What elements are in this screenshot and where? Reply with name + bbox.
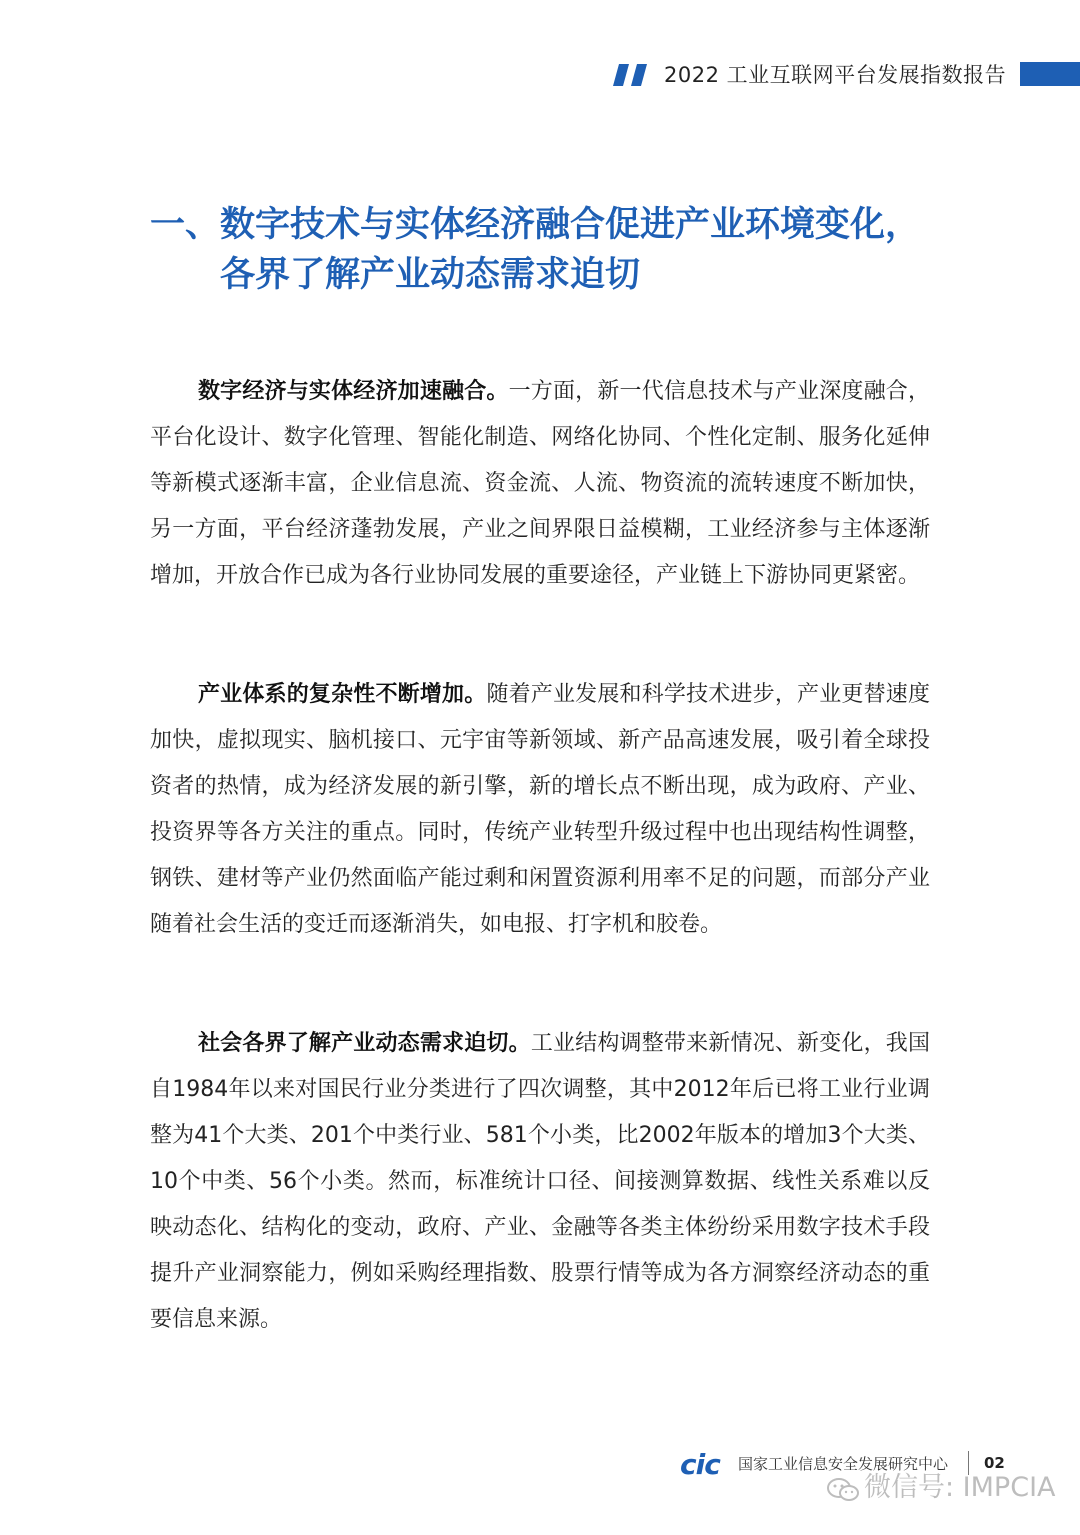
paragraph-body: 一方面，新一代信息技术与产业深度融合，平台化设计、数字化管理、智能化制造、网络化协同、个性化定制、服务化延伸等新模式逐渐丰富，企业信息流、资金流、人流、物资流的流转速度不断加快，另一方面，平台经济蓬勃发展，产业之间界限日益模糊，工业经济参与主体逐渐增加，开放合作已成为各行业协同发展的重要途径，产业链上下游协同更紧密。 xyxy=(150,379,930,588)
paragraph xyxy=(150,1021,930,1343)
page-header xyxy=(0,58,1080,92)
paragraph xyxy=(150,672,930,948)
paragraph-lead: 数字经济与实体经济加速融合。 xyxy=(198,379,509,404)
paragraph-lead: 产业体系的复杂性不断增加。 xyxy=(198,682,487,707)
wechat-icon xyxy=(826,1477,860,1503)
paragraph-body: 工业结构调整带来新情况、新变化，我国自1984年以来对国民行业分类进行了四次调整，其中2012年后已将工业行业调整为41个大类、201个中类行业、581个小类，比2002年版本的增加3个大类、10个中类、56个小类。然而，标准统计口径、间接测算数据、线性关系难以反映动态化、结构化的变动，政府、产业、金融等各类主体纷纷采用数字技术手段提升产业洞察能力，例如采购经理指数、股票行情等成为各方洞察经济动态的重要信息来源。 xyxy=(150,1031,930,1332)
slash-mark-icon xyxy=(613,64,649,86)
header-accent-block xyxy=(1020,62,1080,86)
section-title: 数字技术与实体经济融合促进产业环境变化，各界了解产业动态需求迫切 xyxy=(220,205,921,295)
paragraph-body: 随着产业发展和科学技术进步，产业更替速度加快，虚拟现实、脑机接口、元宇宙等新领域、新产品高速发展，吸引着全球投资者的热情，成为经济发展的新引擎，新的增长点不断出现，成为政府、产业、投资界等各方关注的重点。同时，传统产业转型升级过程中也出现结构性调整，钢铁、建材等产业仍然面临产能过剩和闲置资源利用率不足的问题，而部分产业随着社会生活的变迁而逐渐消失，如电报、打字机和胶卷。 xyxy=(150,682,930,937)
paragraph xyxy=(150,369,930,599)
page-footer xyxy=(0,1445,1080,1535)
paragraph-lead: 社会各界了解产业动态需求迫切。 xyxy=(198,1031,531,1056)
organization-name: 国家工业信息安全发展研究中心 xyxy=(738,1455,949,1473)
section-heading xyxy=(150,200,950,300)
page-number: 02 xyxy=(984,1454,1005,1472)
watermark-text: 微信号: IMPCIA xyxy=(864,1472,1056,1503)
section-number: 一、 xyxy=(150,205,221,245)
report-title: 2022 工业互联网平台发展指数报告 xyxy=(664,63,1007,87)
cic-logo: cic xyxy=(680,1448,720,1481)
